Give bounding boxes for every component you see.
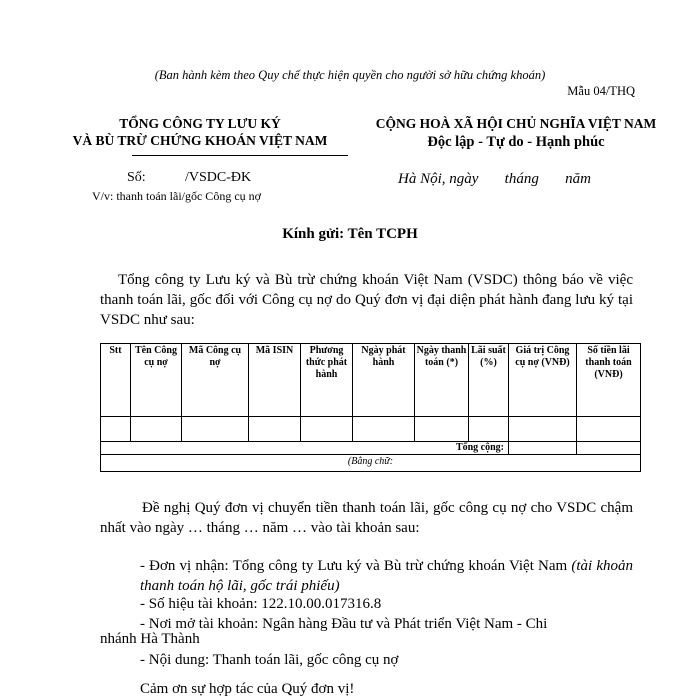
document-number-label: Số: bbox=[127, 170, 146, 185]
table-cell bbox=[577, 417, 641, 442]
total-interest-cell bbox=[577, 442, 641, 455]
nation-name: CỘNG HOÀ XÃ HỘI CHỦ NGHĨA VIỆT NAM bbox=[375, 116, 657, 131]
table-note-row bbox=[101, 455, 641, 472]
total-debt-value-cell bbox=[509, 442, 577, 455]
table-cell bbox=[509, 417, 577, 442]
decree-note: (Ban hành kèm theo Quy chế thực hiện quyền cho người sở hữu chứng khoán) bbox=[154, 68, 546, 82]
col-header-debt-code: Mã Công cụ nợ bbox=[182, 344, 249, 417]
account-number-line: - Số hiệu tài khoản: 122.10.00.017316.8 bbox=[140, 596, 382, 612]
bank-line: - Nơi mở tài khoản: Ngân hàng Đầu tư và Phát triển Việt Nam - Chi bbox=[140, 616, 548, 632]
payment-content-line: - Nội dung: Thanh toán lãi, gốc công cụ nợ bbox=[140, 652, 399, 668]
document-subject: V/v: thanh toán lãi/gốc Công cụ nợ bbox=[92, 189, 261, 203]
closing-line: Cảm ơn sự hợp tác của Quý đơn vị! bbox=[140, 681, 355, 697]
intro-paragraph: Tổng công ty Lưu ký và Bù trừ chứng khoán Việt Nam (VSDC) thông báo về việc thanh toán lãi, gốc đối với Công cụ nợ do Quý đơn vị đại diện phát hành đang lưu ký tại VSDC như sau: bbox=[100, 272, 633, 328]
document-number-value: /VSDC-ĐK bbox=[185, 170, 252, 185]
total-label: Tổng cộng: bbox=[101, 442, 509, 455]
col-header-interest-rate: Lãi suất (%) bbox=[469, 344, 509, 417]
recipient-line: Kính gửi: Tên TCPH bbox=[282, 226, 418, 242]
form-code: Mẫu 04/THQ bbox=[567, 84, 635, 98]
payment-request-paragraph: Đề nghị Quý đơn vị chuyển tiền thanh toán lãi, gốc công cụ nợ cho VSDC chậm nhất vào ngày … tháng … năm … vào tài khoản sau: bbox=[100, 500, 633, 536]
organization-name bbox=[40, 115, 360, 149]
table-cell bbox=[131, 417, 182, 442]
col-header-issue-method: Phương thức phát hành bbox=[301, 344, 353, 417]
document-number bbox=[127, 170, 251, 186]
place-date: Hà Nội, ngày tháng năm bbox=[398, 171, 591, 187]
col-header-interest-amount: Số tiền lãi thanh toán (VNĐ) bbox=[577, 344, 641, 417]
col-header-debt-name: Tên Công cụ nợ bbox=[131, 344, 182, 417]
table-cell bbox=[182, 417, 249, 442]
table-total-row bbox=[101, 442, 641, 455]
bank-line-continued: nhánh Hà Thành bbox=[100, 631, 200, 647]
col-header-isin: Mã ISIN bbox=[249, 344, 301, 417]
table-cell bbox=[469, 417, 509, 442]
table-cell bbox=[101, 417, 131, 442]
table-cell bbox=[301, 417, 353, 442]
beneficiary-line bbox=[140, 556, 633, 596]
payment-table bbox=[100, 343, 641, 472]
table-cell bbox=[249, 417, 301, 442]
table-row bbox=[101, 417, 641, 442]
org-name-line2: VÀ BÙ TRỪ CHỨNG KHOÁN VIỆT NAM bbox=[72, 133, 328, 148]
table-cell bbox=[415, 417, 469, 442]
table-header-row bbox=[101, 344, 641, 417]
beneficiary-note: (tài khoản thanh toán hộ lãi, gốc trái phiếu) bbox=[140, 558, 633, 594]
beneficiary-label: - Đơn vị nhận: Tổng công ty Lưu ký và Bù trừ chứng khoán Việt Nam bbox=[140, 558, 568, 574]
national-heading bbox=[360, 115, 672, 152]
amount-in-words: (Bằng chữ: bbox=[101, 455, 641, 472]
nation-motto: Độc lập - Tự do - Hạnh phúc bbox=[427, 134, 605, 150]
org-name-line1: TỔNG CÔNG TY LƯU KÝ bbox=[119, 116, 281, 131]
col-header-payment-date: Ngày thanh toán (*) bbox=[415, 344, 469, 417]
col-header-stt: Stt bbox=[101, 344, 131, 417]
col-header-issue-date: Ngày phát hành bbox=[353, 344, 415, 417]
table-cell bbox=[353, 417, 415, 442]
org-underline bbox=[132, 155, 348, 156]
col-header-debt-value: Giá trị Công cụ nợ (VNĐ) bbox=[509, 344, 577, 417]
